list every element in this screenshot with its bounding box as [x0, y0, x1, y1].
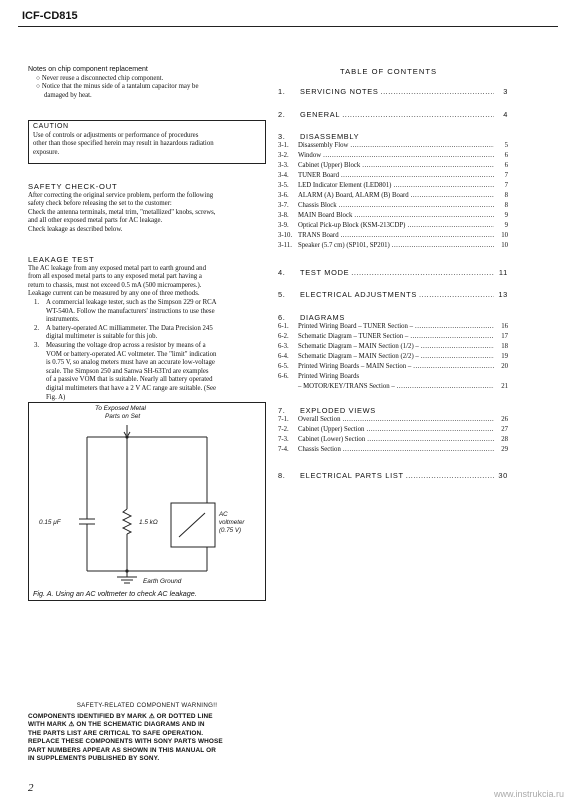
safety-checkout-title: SAFETY CHECK-OUT — [28, 182, 118, 191]
probe-label: To Exposed Metal Parts on Set — [95, 405, 146, 420]
toc-entry-number: 6-3. — [278, 343, 289, 350]
toc-entry-label: ELECTRICAL ADJUSTMENTS — [300, 290, 417, 299]
warning-line: PART NUMBERS APPEAR AS SHOWN IN THIS MANUAL OR — [28, 746, 216, 754]
toc-leader-dots — [341, 232, 494, 240]
toc-entry-page: 4 — [503, 110, 508, 119]
toc-entry — [278, 426, 508, 434]
toc-leader-dots — [419, 290, 494, 299]
leakage-test — [28, 256, 268, 402]
toc-leader-dots — [341, 172, 494, 180]
toc-entry-label: Optical Pick-up Block (KSM-213CDP) — [298, 222, 406, 229]
safety-line: and all other exposed metal parts for AC leakage. — [28, 217, 163, 225]
toc-entry-number: 1. — [278, 87, 286, 96]
toc-entry-label: ALARM (A) Board, ALARM (B) Board — [298, 192, 409, 199]
toc-entry — [278, 353, 508, 361]
caution-line: other than those specified herein may result in hazardous radiation — [33, 140, 214, 148]
toc-entry-number: 3. — [278, 132, 286, 141]
toc-entry-label: LED Indicator Element (LED801) — [298, 182, 392, 189]
toc-leader-dots — [413, 363, 494, 371]
warning-line: COMPONENTS IDENTIFIED BY MARK ⚠ OR DOTTED LINE — [28, 713, 213, 720]
toc-entry — [278, 436, 508, 444]
toc-leader-dots — [350, 142, 494, 150]
warning-title: SAFETY-RELATED COMPONENT WARNING!! — [76, 702, 218, 709]
toc-entry-number: 3-2. — [278, 152, 289, 159]
toc-leader-dots — [351, 268, 494, 277]
toc-entry-label: TUNER Board — [298, 172, 339, 179]
toc-entry — [278, 152, 508, 160]
toc-entry-label: Chassis Block — [298, 202, 337, 209]
toc-leader-dots — [367, 436, 494, 444]
chip-note-2-cont: damaged by heat. — [44, 91, 92, 99]
toc-entry-label: Cabinet (Upper) Block — [298, 162, 361, 169]
capacitor-label: 0.15 μF — [39, 519, 61, 526]
toc-entry-number: 4. — [278, 268, 286, 277]
toc-entry-page: 6 — [504, 162, 508, 169]
toc-entry — [278, 132, 508, 141]
toc-entry-page: 17 — [501, 333, 508, 340]
toc-entry-label: MAIN Board Block — [298, 212, 353, 219]
caution-line: exposure. — [33, 148, 60, 156]
caution-title: CAUTION — [33, 123, 69, 130]
toc-entry-number: 3-11. — [278, 242, 292, 249]
leakage-line: from all exposed metal parts to any exposed metal part having a — [28, 273, 202, 281]
toc-entry-label: Printed Wiring Boards – MAIN Section – — [298, 363, 412, 370]
toc-leader-dots — [421, 353, 494, 361]
toc-leader-dots — [323, 152, 494, 160]
toc-leader-dots — [397, 383, 494, 391]
toc-entry — [278, 290, 508, 299]
toc-entry-label: – MOTOR/KEY/TRANS Section – — [298, 383, 395, 390]
toc-entry-number: 5. — [278, 290, 286, 299]
toc-entry — [278, 222, 508, 230]
toc-entry-label: TRANS Board — [298, 232, 339, 239]
toc-entry — [278, 202, 508, 210]
toc-leader-dots — [407, 222, 494, 230]
toc-entry-page: 6 — [504, 152, 508, 159]
toc-entry-page: 8 — [504, 202, 508, 209]
warning-line: IN SUPPLEMENTS PUBLISHED BY SONY. — [28, 755, 160, 763]
toc-entry-number: 7-4. — [278, 446, 289, 453]
toc-entry-page: 7 — [504, 172, 508, 179]
toc-entry-number: 6-4. — [278, 353, 289, 360]
toc-leader-dots — [381, 87, 494, 96]
toc-entry-page: 21 — [501, 383, 508, 390]
toc-entry-page: 3 — [503, 87, 508, 96]
toc-entry-number: 3-3. — [278, 162, 289, 169]
toc-entry-label: Printed Wiring Board – TUNER Section – — [298, 323, 414, 330]
chip-note-2: ○ Notice that the minus side of a tantalum capacitor may be — [36, 83, 199, 91]
toc-entry — [278, 268, 508, 277]
toc-entry-page: 13 — [498, 290, 508, 299]
toc-entry-number: 7-3. — [278, 436, 289, 443]
warning-line: REPLACE THESE COMPONENTS WITH SONY PARTS WHOSE — [28, 738, 223, 746]
leakage-line: Leakage current can be measured by any one of three methods. — [28, 290, 200, 298]
leakage-line: The AC leakage from any exposed metal part to earth ground and — [28, 264, 206, 272]
caution-box — [28, 120, 266, 164]
toc-entry — [278, 406, 508, 415]
toc-entry-label: Speaker (5.7 cm) (SP101, SP201) — [298, 242, 390, 249]
toc-entry-label: ELECTRICAL PARTS LIST — [300, 471, 404, 480]
toc-leader-dots — [406, 471, 494, 480]
toc-entry — [278, 416, 508, 424]
toc-entry — [278, 212, 508, 220]
toc-entry-label: SERVICING NOTES — [300, 87, 379, 96]
figure-a — [28, 402, 266, 601]
toc-entry-number: 3-5. — [278, 182, 289, 189]
toc-entry-label: GENERAL — [300, 110, 341, 119]
toc-leader-dots — [393, 182, 494, 190]
toc-entry-number: 2. — [278, 110, 286, 119]
chip-note-1: ○ Never reuse a disconnected chip component. — [36, 74, 164, 82]
toc-leader-dots — [339, 202, 494, 210]
toc-entry-label: TEST MODE — [300, 268, 350, 277]
toc-entry — [278, 142, 508, 150]
toc-entry — [278, 232, 508, 240]
toc-entry-number: 8. — [278, 471, 286, 480]
header-rule — [18, 26, 558, 27]
voltmeter-label: AC voltmeter (0.75 V) — [219, 511, 245, 534]
toc-entry — [278, 192, 508, 200]
toc-entry — [278, 323, 508, 331]
toc-entry-page: 18 — [501, 343, 508, 350]
toc-leader-dots — [362, 162, 494, 170]
chip-notes — [28, 66, 268, 100]
toc-entry — [278, 343, 508, 351]
toc-entry — [278, 110, 508, 119]
toc-leader-dots — [411, 192, 494, 200]
leakage-circuit-diagram — [29, 403, 265, 600]
safety-line: Check the antenna terminals, metal trim, "metallized" knobs, screws, — [28, 208, 216, 216]
toc-entry-number: 3-7. — [278, 202, 289, 209]
toc-leader-dots — [392, 242, 494, 250]
toc-entry-number: 6-6. — [278, 373, 289, 380]
toc-entry — [278, 446, 508, 454]
toc-leader-dots — [342, 110, 494, 119]
toc-entry-page: 29 — [501, 446, 508, 453]
toc-entry-number: 7-1. — [278, 416, 289, 423]
toc-entry-page: 28 — [501, 436, 508, 443]
toc-leader-dots — [415, 323, 494, 331]
toc-entry-page: 26 — [501, 416, 508, 423]
toc-entry-number: 6-2. — [278, 333, 289, 340]
toc-entry-label: DIAGRAMS — [300, 313, 346, 322]
warning-line: WITH MARK ⚠ ON THE SCHEMATIC DIAGRAMS AND IN — [28, 721, 205, 729]
figure-caption: Fig. A. Using an AC voltmeter to check AC leakage. — [33, 589, 197, 598]
toc-entry-number: 6-5. — [278, 363, 289, 370]
toc-entry-label: Overall Section — [298, 416, 341, 423]
page-number: 2 — [28, 782, 34, 794]
model-number: ICF-CD815 — [22, 10, 78, 22]
toc-entry-page: 10 — [501, 242, 508, 249]
toc-leader-dots — [343, 446, 494, 454]
safety-warning — [28, 702, 266, 763]
toc-entry-number: 3-9. — [278, 222, 289, 229]
toc-entry-label: Schematic Diagram – TUNER Section – — [298, 333, 409, 340]
toc-entry-label: EXPLODED VIEWS — [300, 406, 376, 415]
leakage-test-title: LEAKAGE TEST — [28, 255, 95, 264]
toc-entry — [278, 313, 508, 322]
toc-entry-label: Cabinet (Upper) Section — [298, 426, 365, 433]
toc-entry-page: 5 — [504, 142, 508, 149]
safety-line: safety check before releasing the set to the customer: — [28, 200, 172, 208]
toc-entry — [278, 373, 508, 381]
chip-notes-title: Notes on chip component replacement — [28, 66, 148, 73]
toc-leader-dots — [421, 343, 494, 351]
toc-entry-page: 10 — [501, 232, 508, 239]
toc-entry-page: 30 — [498, 471, 508, 480]
safety-checkout — [28, 183, 268, 235]
toc-entry-number: 3-8. — [278, 212, 289, 219]
toc-entry-number: 3-1. — [278, 142, 289, 149]
caution-line: Use of controls or adjustments or performance of procedures — [33, 131, 199, 139]
toc-entry-page: 9 — [504, 222, 508, 229]
toc-entry-page: 19 — [501, 353, 508, 360]
toc-leader-dots — [342, 416, 494, 424]
method-3: 3. Measuring the voltage drop across a resistor by means of a VOM or battery-operated AC voltmeter. The "limit" indication is 0.75 V, so analog meters must have an accurate low-voltage scale. The Simpson 250 and Sanwa SH-63Trd are examples of a passive VOM that is suitable. Nearly all battery operated digital multimeters that have a 2 V AC range are suitable. (See Fig. A) — [34, 341, 217, 401]
toc-entry-label: Disassembly Flow — [298, 142, 349, 149]
toc-entry-label: Cabinet (Lower) Section — [298, 436, 366, 443]
toc-entry-label: Printed Wiring Boards — [298, 373, 360, 380]
toc-entry — [278, 471, 508, 480]
toc-leader-dots — [366, 426, 494, 434]
toc-leader-dots — [354, 212, 494, 220]
safety-line: After correcting the original service problem, perform the following — [28, 191, 214, 199]
toc-entry-number: 3-6. — [278, 192, 289, 199]
resistor-label: 1.5 kΩ — [139, 519, 158, 526]
toc-entry-page: 20 — [501, 363, 508, 370]
toc-entry — [278, 242, 508, 250]
toc-entry-label: Chassis Section — [298, 446, 341, 453]
toc-entry-label: DISASSEMBLY — [300, 132, 360, 141]
toc-entry-number — [278, 383, 298, 391]
toc-entry-label: Schematic Diagram – MAIN Section (2/2) – — [298, 353, 419, 360]
watermark: www.instrukcia.ru — [493, 789, 564, 799]
warning-line: THE PARTS LIST ARE CRITICAL TO SAFE OPERATION. — [28, 729, 204, 737]
toc-leader-dots — [410, 333, 494, 341]
leakage-line: return to chassis, must not exceed 0.5 mA (500 microamperes.). — [28, 281, 202, 289]
toc-entry — [278, 182, 508, 190]
toc-entry — [278, 172, 508, 180]
toc-entry-label: Schematic Diagram – MAIN Section (1/2) – — [298, 343, 419, 350]
method-2: 2. A battery-operated AC milliammeter. The Data Precision 245 digital multimeter is suitable for this job. — [34, 324, 213, 341]
toc-entry-label: Window — [298, 152, 322, 159]
toc-entry — [278, 383, 508, 391]
toc-entry-number: 3-4. — [278, 172, 289, 179]
toc-entry-page: 9 — [504, 212, 508, 219]
toc-entry — [278, 87, 508, 96]
toc-entry-number: 7-2. — [278, 426, 289, 433]
toc-entry-page: 8 — [504, 192, 508, 199]
toc-entry — [278, 333, 508, 341]
toc-title: TABLE OF CONTENTS — [340, 67, 438, 76]
toc-entry-number: 3-10. — [278, 232, 293, 239]
safety-line: Check leakage as described below. — [28, 225, 123, 233]
ground-label: Earth Ground — [143, 578, 182, 585]
toc-entry-page: 16 — [501, 323, 508, 330]
toc-entry-number: 6-1. — [278, 323, 289, 330]
method-1: 1. A commercial leakage tester, such as the Simpson 229 or RCA WT-540A. Follow the manufacturers' instructions to use these instruments. — [34, 298, 217, 324]
toc-entry-number: 7. — [278, 406, 286, 415]
toc-entry-page: 11 — [498, 268, 508, 277]
toc-entry-page: 27 — [501, 426, 508, 433]
toc-entry — [278, 363, 508, 371]
toc-entry-number: 6. — [278, 313, 286, 322]
toc-entry — [278, 162, 508, 170]
toc-entry-page: 7 — [504, 182, 508, 189]
